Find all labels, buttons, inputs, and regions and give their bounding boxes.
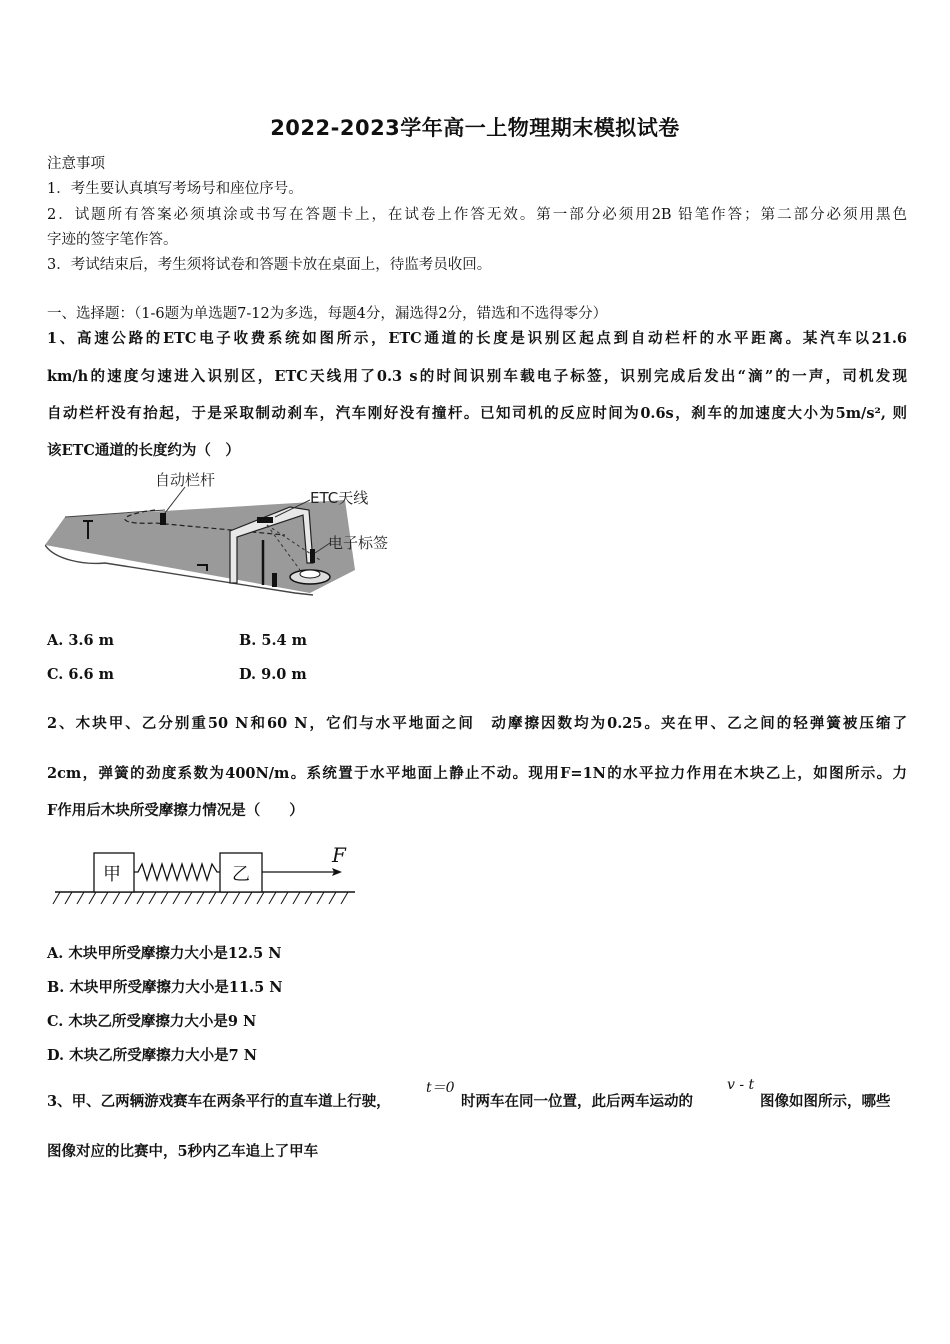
block-yi-label: 乙 bbox=[232, 864, 250, 885]
notice-heading: 注意事项 bbox=[47, 156, 105, 172]
gate-pointer bbox=[165, 487, 185, 513]
q2-text-line: F作用后木块所受摩擦力情况是（ ） bbox=[47, 802, 304, 819]
q2-option-b: B. 木块甲所受摩擦力大小是11.5 N bbox=[47, 979, 283, 996]
q1-text-line: 自动栏杆没有抬起，于是采取制动刹车，汽车刚好没有撞杆。已知司机的反应时间为0.6s，刹车的加速度大小为5m/s², 则 bbox=[47, 405, 907, 422]
q2-text-line: 2cm，弹簧的劲度系数为400N/m。系统置于水平地面上静止不动。现用F=1N的水平拉力作用在木块乙上，如图所示。力 bbox=[47, 765, 907, 782]
tag-label: 电子标签 bbox=[328, 534, 389, 552]
notice-item: 3．考试结束后，考生须将试卷和答题卡放在桌面上，待监考员收回。 bbox=[47, 257, 492, 273]
q3-text-part3: 图像如图所示，哪些 bbox=[760, 1093, 891, 1110]
gate-post bbox=[160, 513, 166, 525]
q3-vt: v - t bbox=[727, 1077, 755, 1093]
q2-text-line: 2、木块甲、乙分别重50 N和60 N，它们与水平地面之间 动摩擦因数均为0.25。夹在甲、乙之间的轻弹簧被压缩了 bbox=[47, 715, 907, 732]
ground-hatching bbox=[53, 892, 348, 904]
q1-option-a: A. 3.6 m bbox=[47, 632, 114, 649]
q3-text-part1: 3、甲、乙两辆游戏赛车在两条平行的直车道上行驶， bbox=[47, 1093, 391, 1110]
spring bbox=[134, 864, 220, 880]
q3-text-line2: 图像对应的比赛中，5秒内乙车追上了甲车 bbox=[47, 1143, 319, 1160]
notice-item: 字迹的签字笔作答。 bbox=[47, 232, 178, 248]
section-heading: 一、选择题：（1-6题为单选题7-12为多选，每题4分，漏选得2分，错选和不选得零分） bbox=[47, 306, 608, 322]
q3-text-part2: 时两车在同一位置，此后两车运动的 bbox=[461, 1093, 693, 1110]
q1-option-d: D. 9.0 m bbox=[239, 666, 307, 683]
q2-option-a: A. 木块甲所受摩擦力大小是12.5 N bbox=[47, 945, 282, 962]
q3-t0: t＝0 bbox=[426, 1080, 455, 1096]
q1-option-b: B. 5.4 m bbox=[239, 632, 307, 649]
spring-figure bbox=[50, 840, 360, 910]
car-icon bbox=[290, 570, 330, 584]
q1-text-line: 1、高速公路的ETC电子收费系统如图所示，ETC通道的长度是识别区起点到自动栏杆的水平距离。某汽车以21.6 bbox=[47, 330, 907, 347]
etc-figure bbox=[45, 465, 410, 605]
notice-item: 2．试题所有答案必须填涂或书写在答题卡上，在试卷上作答无效。第一部分必须用2B 铅笔作答；第二部分必须用黑色 bbox=[47, 207, 907, 223]
q2-option-d: D. 木块乙所受摩擦力大小是7 N bbox=[47, 1047, 258, 1064]
q1-text-line: km/h的速度匀速进入识别区，ETC天线用了0.3 s的时间识别车载电子标签，识别完成后发出“滴”的一声，司机发现 bbox=[47, 368, 907, 385]
antenna-label: ETC天线 bbox=[310, 489, 369, 507]
notice-item: 1．考生要认真填写考场号和座位序号。 bbox=[47, 181, 303, 197]
page-title: 2022-2023学年高一上物理期末模拟试卷 bbox=[270, 116, 680, 140]
block-jia-label: 甲 bbox=[103, 864, 121, 885]
q1-option-c: C. 6.6 m bbox=[47, 666, 114, 683]
gate-label: 自动栏杆 bbox=[155, 471, 216, 489]
q1-text-line: 该ETC通道的长度约为（ ） bbox=[47, 442, 240, 459]
q2-option-c: C. 木块乙所受摩擦力大小是9 N bbox=[47, 1013, 257, 1030]
force-label: F bbox=[332, 843, 346, 867]
etc-antenna bbox=[257, 517, 273, 523]
